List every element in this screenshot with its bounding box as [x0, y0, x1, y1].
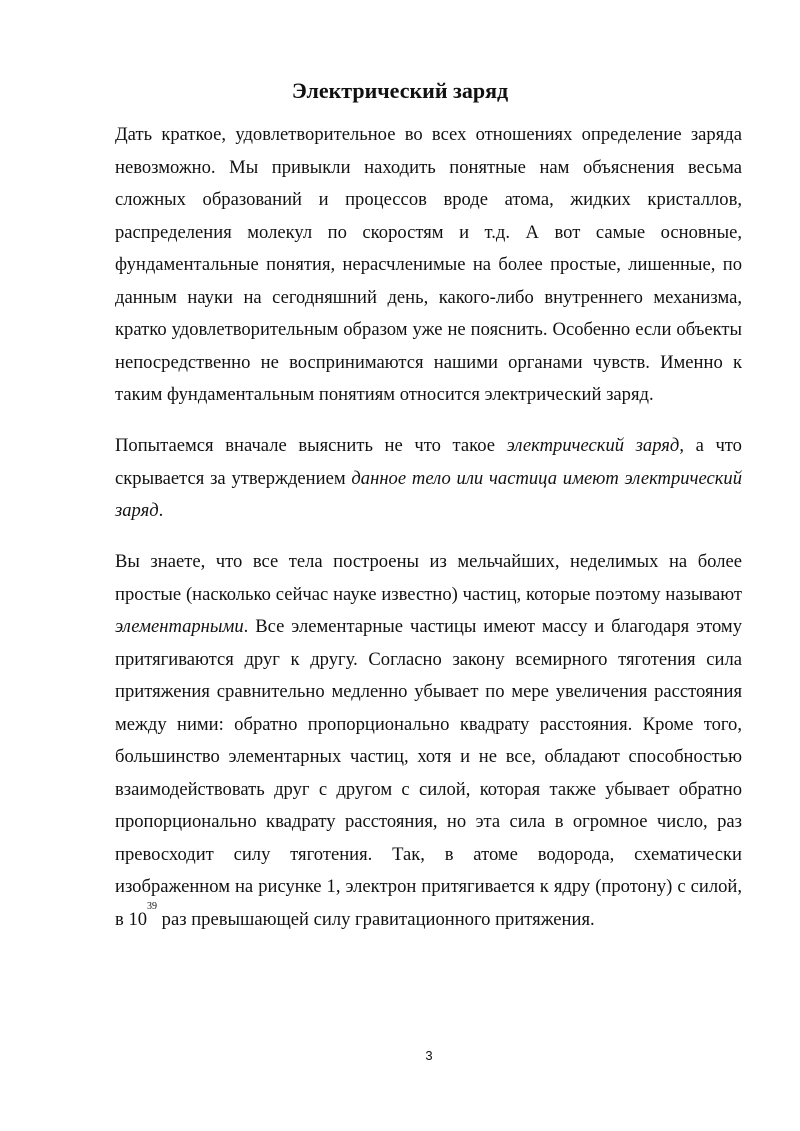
power-base: 10 [128, 908, 148, 930]
paragraph-2-text-2: , а что скрывается за утверждением [115, 435, 742, 489]
paragraph-3 [115, 546, 742, 936]
paragraph-2-italic-term-1: электрический заряд [506, 435, 680, 456]
paragraph-3-text-2: . Все элементарные частицы имеют массу и благодаря этому притягиваются друг к другу. Согласно закону всемирного тяготения сила притяжения сравнительно медленно убывает по мере увеличения расстояния между ними: обратно пропорционально квадрату расстояния. Кроме того, большинство элементарных частиц, хотя и не все, обладают способностью взаимодействовать друг с другом с силой, которая также убывает обратно пропорционально квадрату расстояния, но эта сила в огромное число, раз превосходит силу тяготения. Так, в атоме водорода, схематически изображенном на рисунке 1, электрон притягивается к ядру (протону) с силой, в [115, 616, 742, 930]
page-title: Электрический заряд [291, 78, 509, 103]
paragraph-2 [115, 430, 742, 528]
paragraph-2-text-3: . [158, 500, 164, 521]
page-number: 3 [425, 1048, 433, 1063]
paragraph-2-text-1: Попытаемся вначале выяснить не что такое [115, 435, 507, 456]
paragraph-3-text-3: раз превышающей силу гравитационного притяжения. [157, 908, 595, 930]
paragraph-1: Дать краткое, удовлетворительное во всех отношениях определение заряда невозможно. Мы привыкли находить понятные нам объяснения весьма сложных образований и процессов вроде атома, жидких кристаллов, распределения молекул по скоростям и т.д. А вот самые основные, фундаментальные понятия, нерасчленимые на более простые, лишенные, по данным науки на сегодняшний день, какого-либо внутреннего механизма, кратко удовлетворительным образом уже не пояснить. Особенно если объекты непосредственно не воспринимаются нашими органами чувств. Именно к таким фундаментальным понятиям относится электрический заряд. [115, 124, 742, 405]
paragraph-2-italic-term-2: данное тело или частица имеют электрический заряд [115, 467, 742, 521]
power-exponent: 39 [147, 900, 158, 912]
paragraph-3-text-1: Вы знаете, что все тела построены из мельчайших, неделимых на более простые (насколько сейчас науке известно) частиц, которые поэтому называют [115, 551, 742, 605]
paragraph-3-italic-term: элементарными [115, 616, 244, 637]
